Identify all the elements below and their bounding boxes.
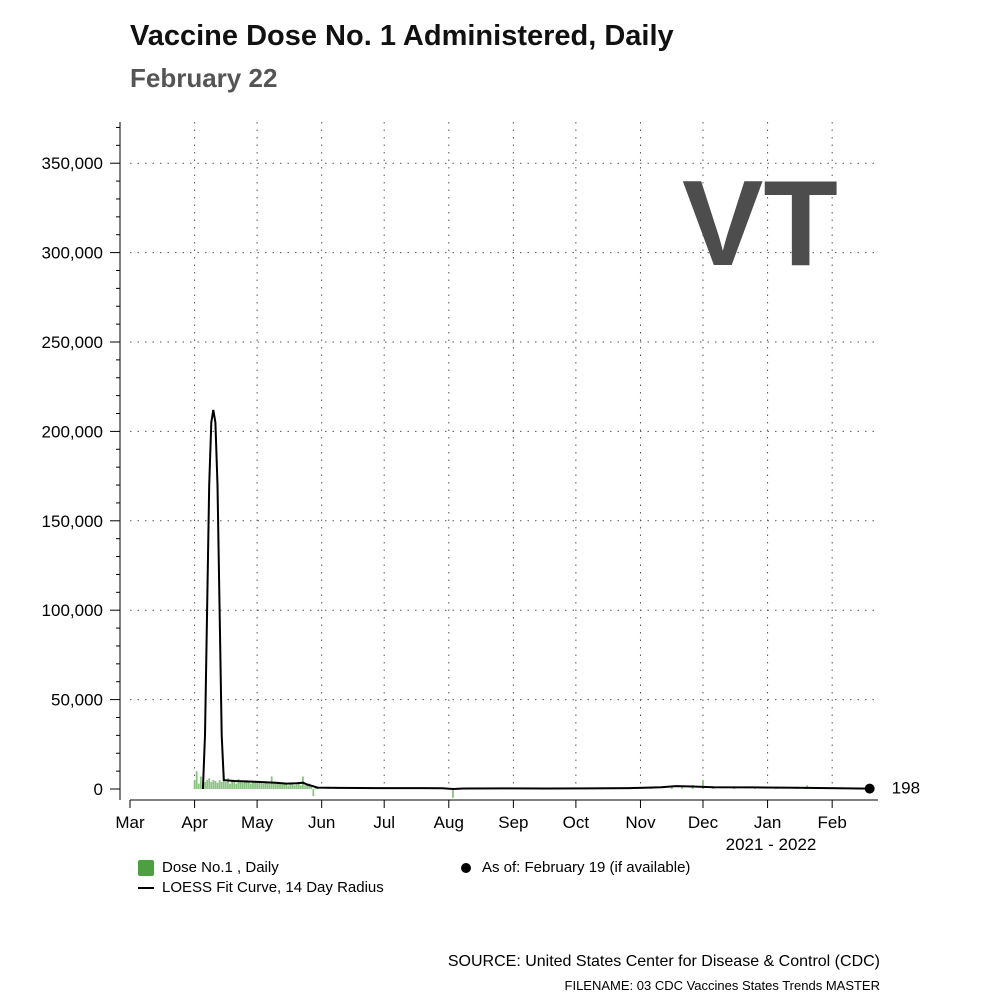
daily-dose-bar <box>240 782 242 789</box>
daily-dose-bar <box>273 783 275 789</box>
black-line-icon <box>138 887 154 889</box>
y-tick-label: 100,000 <box>41 601 103 621</box>
daily-dose-bar <box>279 784 281 789</box>
daily-dose-bar <box>298 784 300 789</box>
daily-dose-bar <box>262 784 264 789</box>
daily-dose-bar <box>254 782 256 789</box>
daily-dose-bar <box>304 785 306 789</box>
legend-item-doses <box>138 859 279 876</box>
bar-series <box>194 771 860 798</box>
x-tick-label: Nov <box>625 813 656 832</box>
daily-dose-bar <box>206 780 208 789</box>
x-tick-label: Sep <box>498 813 529 832</box>
x-tick-label: Aug <box>433 813 464 832</box>
legend-item-loess <box>138 879 384 896</box>
x-tick-label: May <box>241 813 274 832</box>
daily-dose-bar <box>217 783 219 789</box>
x-axis-label: 2021 - 2022 <box>725 835 817 854</box>
daily-dose-bar <box>208 778 210 789</box>
daily-dose-bar <box>312 789 314 796</box>
legend-label-loess: LOESS Fit Curve, 14 Day Radius <box>162 879 384 896</box>
daily-dose-bar <box>200 776 202 789</box>
daily-dose-bar <box>281 785 283 789</box>
loess-fit-line <box>203 410 870 789</box>
y-tick-label: 50,000 <box>51 690 103 710</box>
daily-dose-bar <box>229 784 231 789</box>
daily-dose-bar <box>294 785 296 789</box>
daily-dose-bar <box>452 789 454 798</box>
daily-dose-bar <box>196 771 198 789</box>
x-tick-label: Mar <box>115 813 145 832</box>
y-tick-label: 200,000 <box>41 422 103 442</box>
daily-dose-bar <box>256 784 258 789</box>
state-watermark: VT <box>682 155 838 291</box>
daily-dose-bar <box>221 782 223 789</box>
last-point-label: 198 <box>891 778 921 798</box>
chart-title: Vaccine Dose No. 1 Administered, Daily <box>130 20 674 52</box>
x-tick-label: Oct <box>562 813 590 832</box>
x-tick-label: Jul <box>373 813 396 832</box>
daily-dose-bar <box>300 785 302 789</box>
daily-dose-bar <box>292 785 294 789</box>
daily-dose-bar <box>233 781 235 789</box>
daily-dose-bar <box>225 782 227 789</box>
y-tick-label: 250,000 <box>41 333 103 352</box>
daily-dose-bar <box>204 782 206 789</box>
black-dot-icon <box>461 863 471 873</box>
x-tick-label: Dec <box>687 813 719 832</box>
x-tick-label: Jan <box>753 813 782 832</box>
y-tick-label: 350,000 <box>41 154 103 174</box>
source-note: SOURCE: United States Center for Disease & Control (CDC) <box>447 953 880 970</box>
daily-dose-bar <box>250 784 252 789</box>
last-point-marker <box>865 784 875 794</box>
chart-subtitle: February 22 <box>130 63 278 93</box>
daily-dose-bar <box>212 780 214 789</box>
daily-dose-bar <box>242 783 244 789</box>
legend-item-asof <box>458 859 690 876</box>
y-tick-label: 150,000 <box>41 511 103 531</box>
daily-dose-bar <box>219 780 221 789</box>
daily-dose-bar <box>210 782 212 789</box>
legend-label-asof: As of: February 19 (if available) <box>482 859 691 876</box>
daily-dose-bar <box>267 783 269 789</box>
daily-dose-bar <box>198 784 200 789</box>
daily-dose-bar <box>215 781 217 789</box>
green-square-icon <box>138 860 154 876</box>
daily-dose-bar <box>244 782 246 789</box>
daily-dose-bar <box>194 780 196 789</box>
legend-label-doses: Dose No.1 , Daily <box>162 859 279 876</box>
y-tick-label: 300,000 <box>41 243 103 263</box>
daily-dose-bar <box>285 785 287 789</box>
daily-dose-bar <box>296 785 298 789</box>
daily-dose-bar <box>235 784 237 789</box>
daily-dose-bar <box>287 785 289 789</box>
filename-note: FILENAME: 03 CDC Vaccines States Trends MASTER <box>564 978 880 993</box>
y-tick-label: 0 <box>93 780 103 799</box>
x-tick-label: Jun <box>307 813 336 832</box>
daily-dose-bar <box>269 784 271 789</box>
x-tick-label: Feb <box>817 813 847 832</box>
x-tick-label: Apr <box>181 813 208 832</box>
daily-dose-bar <box>260 783 262 789</box>
daily-dose-bar <box>275 784 277 789</box>
